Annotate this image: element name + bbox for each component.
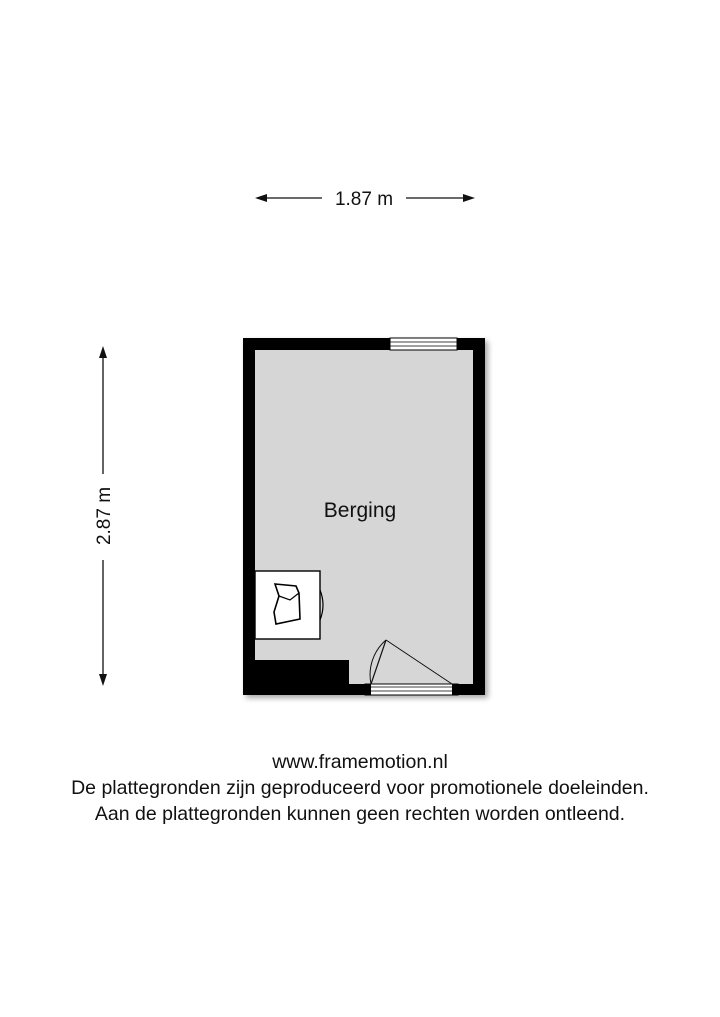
height-dimension: [94, 346, 115, 686]
dimension-arrow-icon: [99, 674, 107, 686]
window-icon: [390, 338, 457, 350]
dimension-arrow-icon: [463, 194, 475, 202]
width-label: 1.87 m: [334, 189, 394, 210]
room-label: Berging: [323, 499, 397, 522]
height-label: 2.87 m: [94, 486, 115, 546]
disclaimer-line-1: De plattegronden zijn geproduceerd voor promotionele doeleinden.: [71, 777, 649, 799]
footer: [0, 749, 720, 827]
website-link[interactable]: www.framemotion.nl: [272, 751, 448, 773]
width-dimension: [255, 189, 475, 210]
disclaimer-line-2: Aan de plattegronden kunnen geen rechten worden ontleend.: [94, 803, 626, 825]
wall-block: [255, 660, 349, 684]
door-opening: [365, 684, 458, 695]
dimension-arrow-icon: [255, 194, 267, 202]
dimension-arrow-icon: [99, 346, 107, 358]
washing-machine-icon: [255, 571, 323, 639]
